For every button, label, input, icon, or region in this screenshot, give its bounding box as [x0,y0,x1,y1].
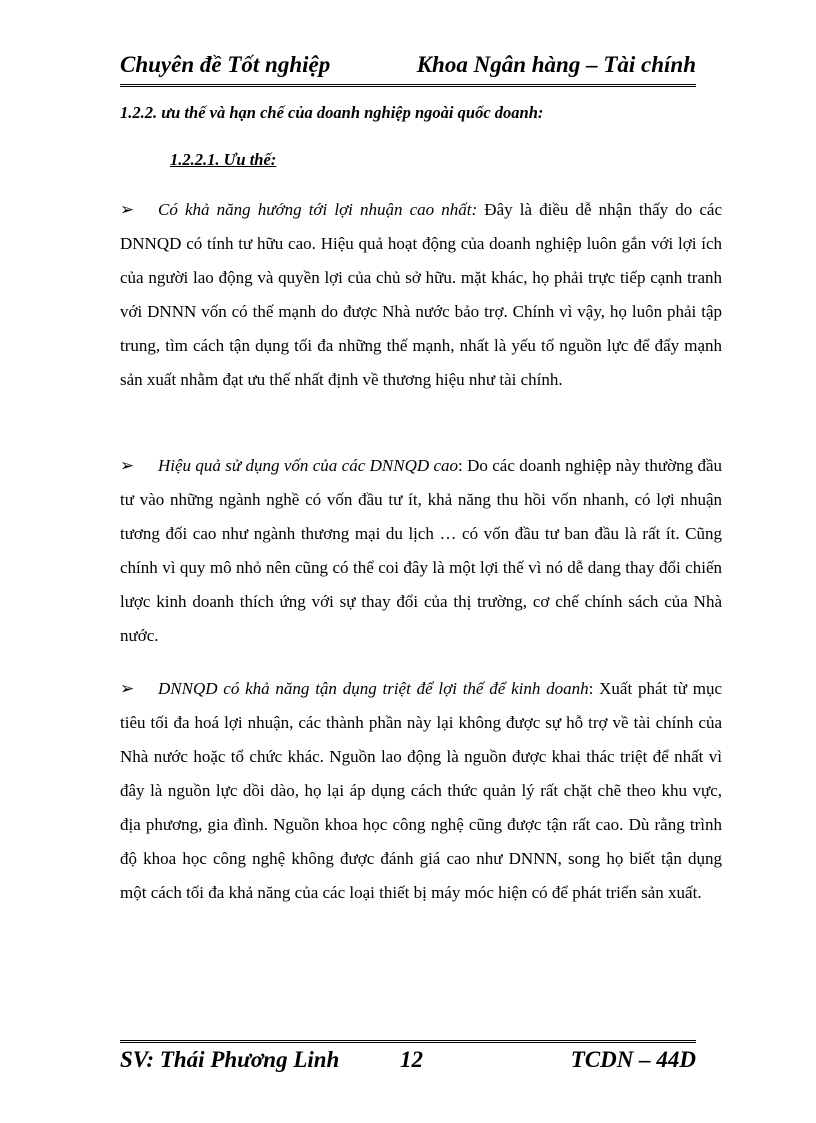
footer-class-code: TCDN – 44D [570,1047,696,1072]
paragraph-lead: Có khả năng hướng tới lợi nhuận cao nhất: [158,200,478,219]
paragraph-lead: DNNQD có khả năng tận dụng triệt để lợi thế để kinh doanh [158,679,589,698]
paragraph-body: Đây là điều dễ nhận thấy do các DNNQD có tính tư hữu cao. Hiệu quả hoạt động của doanh nghiệp luôn gắn với lợi ích của người lao động và quyền lợi của chủ sở hữu. mặt khác, họ phải trực tiếp cạnh tranh với DNNN vốn có thế mạnh do được Nhà nước bảo trợ. Chính vì vậy, họ luôn phải tập trung, tìm cách tận dụng tối đa những thế mạnh, nhất là yếu tố nguồn lực để đẩy mạnh sản xuất nhằm đạt ưu thế nhất định về thương hiệu như tài chính. [120,200,722,389]
footer-page-number: 12 [400,1047,423,1072]
arrow-bullet-icon: ➢ [120,200,135,219]
page-footer [120,1040,696,1079]
paragraph-advantage-1 [120,193,722,397]
paragraph-advantage-2 [120,449,722,653]
paragraph-advantage-3 [120,672,722,910]
arrow-bullet-icon: ➢ [120,456,135,475]
header-faculty: Khoa Ngân hàng – Tài chính [416,52,696,77]
paragraph-body: : Xuất phát từ mục tiêu tối đa hoá lợi nhuận, các thành phần này lại không được sự hỗ trợ về tài chính của Nhà nước hoặc tổ chức khác. Nguồn lao động là nguồn được khai thác triệt để nhất vì đây là nguồn lực dồi dào, họ lại áp dụng cách thức quản lý rất chặt chẽ theo khu vực, địa phương, gia đình. Nguồn khoa học công nghệ cũng được tận rất cao. Dù rằng trình độ khoa học công nghệ không được đánh giá cao như DNNN, song họ biết tận dụng một cách tối đa khả năng của các loại thiết bị máy móc hiện có để phát triển sản xuất. [120,679,722,902]
header-thesis-title: Chuyên đề Tốt nghiệp [120,52,331,77]
footer-student-name: SV: Thái Phương Linh [120,1047,340,1072]
page-header [120,48,696,87]
section-heading: 1.2.2. ưu thế và hạn chế của doanh nghiệp ngoài quốc doanh: [120,103,544,122]
paragraph-lead: Hiệu quả sử dụng vốn của các DNNQD cao [158,456,459,475]
sub-section-heading: 1.2.2.1. Ưu thế: [170,150,277,169]
arrow-bullet-icon: ➢ [120,679,135,698]
paragraph-body: : Do các doanh nghiệp này thường đầu tư vào những ngành nghề có vốn đầu tư ít, khả năng thu hồi vốn nhanh, có lợi nhuận tương đối cao như ngành thương mại du lịch … có vốn đầu tư ban đầu là rất ít. Cũng chính vì quy mô nhỏ nên cũng có thể coi đây là một lợi thế vì nó dễ dang thay đổi chiến lược kinh doanh thích ứng với sự thay đổi của thị trường, cơ chế chính sách của Nhà nước. [120,456,723,645]
